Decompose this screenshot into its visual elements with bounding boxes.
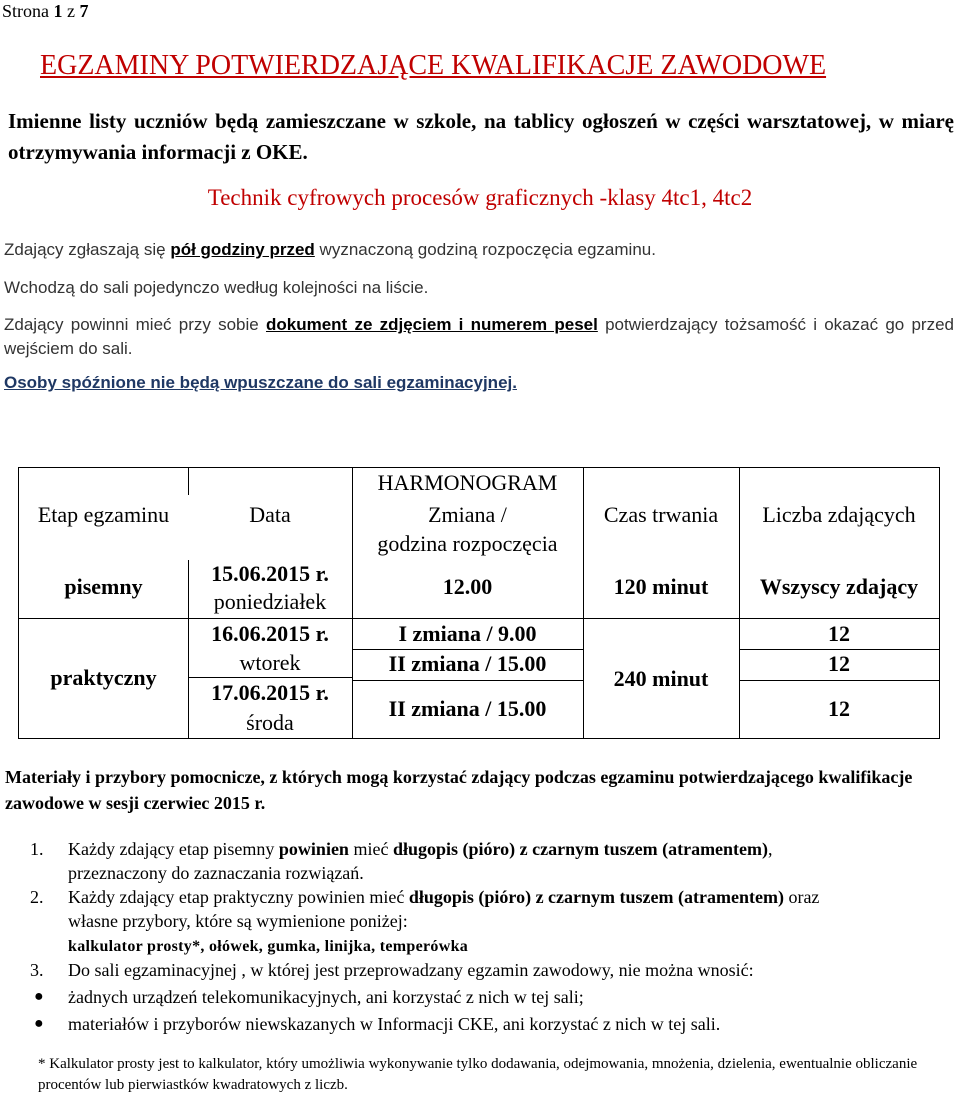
class-subtitle: Technik cyfrowych procesów graficznych -klasy 4tc1, 4tc2 [207, 185, 753, 210]
item-text: Do sali egzaminacyjnej , w której jest przeprowadzany egzamin zawodowy, nie można wnosić: [68, 960, 754, 980]
time-pisemny: 12.00 [442, 574, 493, 599]
bullet-text: materiałów i przyborów niewskazanych w Informacji CKE, ani korzystać z nich w tej sali. [68, 1014, 721, 1034]
header-etap: Etap egzaminu [37, 502, 170, 527]
header-godzina: godzina rozpoczęcia [377, 531, 558, 556]
count-praktyczny-1: 12 [828, 621, 850, 646]
date-pisemny: 15.06.2015 r. [211, 561, 329, 586]
grid-line [352, 649, 583, 650]
grid-line [739, 680, 939, 681]
item-number: 2. [30, 887, 44, 907]
emphasis: długopis (pióro) z czarnym tuszem (atramentem) [392, 839, 769, 859]
shift-3: II zmiana / 15.00 [388, 696, 547, 721]
header-zmiana: Zmiana / [428, 502, 507, 527]
entry-instruction: Wchodzą do sali pojedynczo według kolejności na liście. [4, 278, 429, 297]
text: , [768, 839, 773, 859]
schedule-table [18, 467, 940, 739]
grid-line [19, 618, 939, 619]
item-number: 1. [30, 839, 44, 859]
text: Każdy zdający etap praktyczny powinien mieć [68, 887, 409, 907]
grid-line [188, 677, 352, 678]
current-page: 1 [53, 1, 63, 21]
header-data: Data [249, 502, 291, 527]
etap-praktyczny: praktyczny [50, 665, 157, 690]
emphasis: dokument ze zdjęciem i numerem pesel [265, 315, 598, 334]
day-praktyczny-1: wtorek [239, 650, 301, 675]
emphasis: powinien [278, 839, 349, 859]
date-praktyczny-1: 16.06.2015 r. [211, 621, 329, 646]
text: oraz [783, 887, 820, 907]
shift-2: II zmiana / 15.00 [388, 651, 547, 676]
bullet-text: żadnych urządzeń telekomunikacyjnych, ani korzystać z nich w tej sali; [68, 987, 584, 1007]
count-pisemny: Wszyscy zdający [759, 574, 919, 599]
text: Zdający powinni mieć przy sobie [4, 315, 266, 334]
total-pages: 7 [79, 1, 89, 21]
footnote: * Kalkulator prosty jest to kalkulator, który umożliwia wykonywanie tylko dodawania, odejmowania, mnożenia, dzielenia, ewentualnie obliczanie procentów lub pierwiastków kwadratowych z liczb. [38, 1056, 918, 1093]
count-praktyczny-2: 12 [828, 651, 850, 676]
tools-list: kalkulator prosty*, ołówek, gumka, linijka, temperówka [68, 938, 469, 955]
emphasis: pół godziny przed [170, 240, 315, 259]
count-praktyczny-3: 12 [828, 696, 850, 721]
shift-1: I zmiana / 9.00 [398, 621, 537, 646]
text: przeznaczony do zaznaczania rozwiązań. [68, 863, 364, 883]
schedule-heading: HARMONOGRAM [377, 470, 558, 495]
id-instruction [4, 313, 954, 361]
page-of: z [62, 1, 80, 21]
text: mieć [348, 839, 393, 859]
item-text [68, 837, 948, 885]
item-number: 3. [30, 960, 44, 980]
late-warning: Osoby spóźnione nie będą wpuszczane do sali egzaminacyjnej. [4, 373, 517, 392]
text: Zdający zgłaszają się [4, 240, 171, 259]
grid-line [739, 649, 939, 650]
document-title: EGZAMINY POTWIERDZAJĄCE KWALIFIKACJE ZAWODOWE [40, 50, 827, 81]
day-praktyczny-2: środa [246, 710, 294, 735]
text: Każdy zdający etap pisemny [68, 839, 279, 859]
etap-pisemny: pisemny [64, 574, 143, 599]
grid-line [352, 680, 583, 681]
page-number [2, 1, 89, 22]
header-czas: Czas trwania [603, 502, 719, 527]
page-label: Strona [2, 1, 54, 21]
duration-praktyczny: 240 minut [613, 666, 709, 691]
materials-heading: Materiały i przybory pomocnicze, z których mogą korzystać zdający podczas egzaminu potwierdzającego kwalifikacje zawodowe w sesji czerwiec 2015 r. [5, 767, 913, 813]
day-pisemny: poniedziałek [213, 589, 327, 614]
arrival-instruction [4, 238, 656, 262]
text: wyznaczoną godziną rozpoczęcia egzaminu. [314, 240, 656, 259]
grid-line [188, 468, 189, 495]
date-praktyczny-2: 17.06.2015 r. [211, 680, 329, 705]
duration-pisemny: 120 minut [613, 574, 709, 599]
intro-paragraph: Imienne listy uczniów będą zamieszczane w szkole, na tablicy ogłoszeń w części warsztatowej, w miarę otrzymywania informacji z OKE. [8, 109, 954, 164]
bullet-icon: ● [34, 1015, 44, 1032]
emphasis: długopis (pióro) z czarnym tuszem (atramentem) [408, 887, 784, 907]
header-liczba: Liczba zdających [762, 502, 916, 527]
item-text [68, 885, 948, 959]
text: własne przybory, które są wymienione poniżej: [68, 911, 408, 931]
bullet-icon: ● [34, 988, 44, 1005]
text: potwierdzający tożsamość i okazać go przed wejściem do sali. [4, 315, 954, 358]
